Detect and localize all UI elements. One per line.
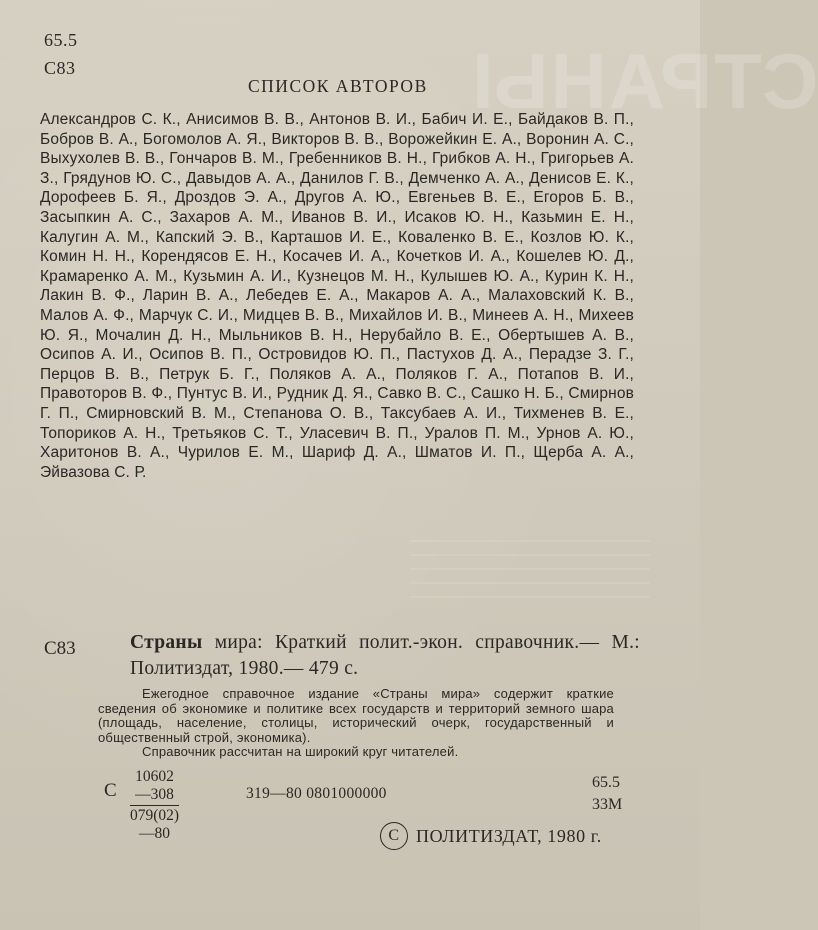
index-denominator: 079(02)—80 (130, 807, 180, 842)
catalog-title: Страны (130, 632, 203, 653)
index-rest: 319—80 0801000000 (246, 785, 387, 802)
annotation-paragraph: Ежегодное справочное издание «Страны мира» содержит краткие сведения об экономике и политике всех государств и территорий земного шара (площадь, население, столицы, исторический очерк, государственный и общественный строй, экономика). (98, 686, 614, 745)
catalog-description: мира: Краткий полит.-экон. справочник.— М.: Политиздат, 1980.— 479 с. (130, 632, 640, 679)
catalog-entry (130, 630, 640, 682)
annotation-paragraph: Справочник рассчитан на широкий круг читателей. (142, 744, 459, 760)
bbk-code: С83 (44, 58, 76, 78)
udk-code: 65.5 (44, 30, 78, 50)
index-letter: С (104, 780, 117, 801)
authors-list-title: СПИСОК АВТОРОВ (248, 76, 428, 96)
bleed-through-lines (410, 540, 650, 610)
author-mark: 33М (592, 796, 623, 813)
authors-list: Александров С. К., Анисимов В. В., Антонов В. И., Бабич И. Е., Байдаков В. П., Бобров В. А., Богомолов А. Я., Викторов В. В., Ворожейкин Е. А., Воронин А. С., Выхухолев В. В., Гончаров В. М., Гребенников В. Н., Грибков А. Н., Григорьев А. З., Грядунов Ю. С., Давыдов А. А., Данилов Г. В., Демченко А. А., Денисов Е. К., Дорофеев Б. Я., Дроздов Э. А., Другов А. Ю., Евгеньев В. Е., Егоров Б. В., Засыпкин А. С., Захаров А. М., Иванов В. И., Исаков Ю. Н., Казьмин Е. Н., Калугин А. М., Капский Э. В., Карташов И. Е., Коваленко В. Е., Козлов Ю. К., Комин Н. Н., Корендясов Е. Н., Косачев И. А., Кочетков И. А., Кошелев Ю. Д., Крамаренко А. М., Кузьмин А. И., Кузнецов М. Н., Кулышев Ю. А., Курин К. Н., Лакин В. Ф., Ларин В. А., Лебедев Е. А., Макаров А. А., Малаховский К. В., Малов А. Ф., Марчук С. И., Мидцев В. В., Михайлов И. В., Минеев А. Н., Михеев Ю. Я., Мочалин Д. Н., Мыльников В. Н., Нерубайло В. Е., Обертышев А. В., Осипов А. И., Осипов В. П., Островидов Ю. П., Пастухов Д. А., Перадзе З. Г., Перцов В. В., Петрук Б. Г., Поляков А. А., Поляков Г. А., Потапов В. И., Правоторов В. Ф., Пунтус В. И., Рудник Д. Я., Савко В. С., Сашко Н. Б., Смирнов Г. П., Смирновский В. М., Степанова О. В., Таксубаев А. И., Тихменев В. Е., Топориков А. Н., Третьяков С. Т., Уласевич В. П., Уралов П. М., Урнов А. Ю., Харитонов В. А., Чурилов Е. М., Шариф Д. А., Шматов И. П., Щерба А. А., Эйвазова С. Р. (40, 111, 634, 481)
index-fraction (130, 768, 179, 843)
annotation (98, 687, 614, 760)
publisher-name: ПОЛИТИЗДАТ, 1980 г. (416, 826, 602, 847)
copyright-icon: С (380, 822, 408, 850)
bbk-code-right: 65.5 (592, 774, 620, 791)
copyright-line (380, 824, 602, 852)
index-numerator: 10602—308 (130, 768, 179, 806)
bleed-through-decoration: СТРАНЫ (470, 37, 818, 125)
catalog-code: С83 (44, 638, 76, 659)
